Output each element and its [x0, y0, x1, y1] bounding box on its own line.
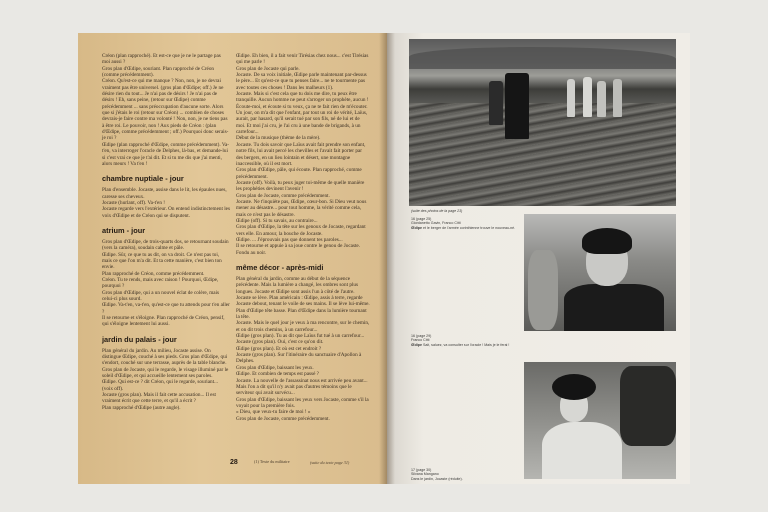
photo-caption: 17 (page 30) Silvana Mangano Dans le jardin, Jocaste (réduite). [411, 468, 463, 481]
film-still-field-photo [409, 39, 676, 206]
paragraph: Gros plan de Jocaste qui parle. [236, 65, 300, 72]
paragraph: Œdipe (off). Si tu savais, au contraire... [236, 217, 318, 224]
paragraph: « Dieu, que veux-tu faire de moi ! » [236, 409, 311, 416]
paragraph: Gros plan de Jocaste, comme précédemment. [236, 192, 330, 199]
magazine-spread [78, 33, 690, 484]
paragraph: Œdipe. Qui est-ce ? dit Créon, qui le regarde, souriant... (voix off). [102, 379, 218, 392]
paragraph: Jocaste (gros plan). Mais il fait cette accusation... Il est vraiment écrit que cette terre, et qu'il a écrit ? [102, 392, 216, 405]
paragraph: Œdipe. Sûr, ce que tu as dit, on va droit. Ce n'est pas toi, mais ce que l'on m'a dit. Et ta cette manière, c'est bien ton envie. [102, 251, 222, 271]
film-still-garden-photo [524, 362, 676, 479]
paragraph: Plan rapproché d'Œdipe (autre angle). [102, 404, 181, 411]
paragraph: Jocaste regarde vers l'extérieur. On entend indistinctement les voix d'Œdipe et de Créon qui se disputent. [102, 206, 230, 219]
paragraph: Jocaste (hurlant, off). Va-t'en ! [102, 199, 165, 206]
text-column-2 [236, 53, 370, 422]
photo-caption: 16 (page 25) Giordanetto Gavin, Franco Citti Œdipe et le berger de l'armée corinthienne trouve le nouveau-né. [411, 217, 516, 230]
page-gutter [379, 33, 395, 484]
paragraph: Gros plan d'Œdipe, la tête sur les genoux de Jocaste, regardant vers elle. En amour, la bouche de Jocaste. [236, 224, 366, 237]
paragraph: Gros plan d'Œdipe, qui a un nouvel éclat de colère, mais celui-ci plus sourd. [102, 289, 220, 302]
paragraph: Œdipe. ... J'éprouvais pas que donnent tes paroles... [236, 236, 343, 243]
paragraph: Œdipe. Et combien de temps est passé ? [236, 371, 319, 378]
paragraph: Créon. Tu te rends, mais avec raison ! Pourquoi, Œdipe, pourquoi ? [102, 276, 219, 290]
photo-caption: 16 (page 29) Franco Citti Œdipe Sait, saluez, va consulter sur l'oracle ! Mais je le ferai ! [411, 334, 510, 347]
photo-caption: (suite des photos de la page 23) [411, 209, 463, 213]
paragraph: Jocaste (off). Voilà, tu peux juger toi-même de quelle manière les prophéties devinent l'avenir ! [236, 179, 365, 193]
paragraph: Jocaste. Ne t'inquiète pas, Œdipe, cœur-bon. Si Dieu veut nous mener au désastre... pour tout homme, la vérité comme cela, mais ce n'est pas le désastre. [236, 198, 367, 218]
paragraph: Jocaste. La nouvelle de l'assassinat nous est arrivée peu avant... Mais l'on a dit qu'il n'y avait pas d'autres témoins que le serviteur qui avait survécu... [236, 377, 368, 397]
paragraph: Jocaste. Mais le quel jour je veux à ma rencontre, sur le chemin, et on dit trois chemins, à un carrefour... [236, 320, 370, 333]
film-still-portrait-photo [524, 214, 676, 331]
paragraph: Plan rapproché de Créon, comme précédemment. [102, 270, 205, 277]
paragraph: Jocaste (gros plan). Oui, c'est ce qu'on dit. [236, 339, 324, 346]
paragraph: Gros plan d'Œdipe, baissant les yeux vers Jocaste, comme s'il la voyait pour la première fois. [236, 396, 369, 409]
text-column-1 [102, 53, 230, 411]
paragraph: Jocaste (gros plan). Sur l'itinéraire du sanctuaire d'Apollon à Delphes. [236, 352, 362, 365]
paragraph: Gros plan d'Œdipe, de trois-quarts dos, se retournant soudain (vers la caméra), soudain calme et pâle. [102, 238, 229, 252]
section-heading: jardin du palais - jour [102, 334, 177, 344]
paragraph: Début de la musique (thème de la mère). [236, 135, 321, 142]
page-number: 28 [230, 459, 238, 466]
paragraph: Créon. Qu'est-ce qui me manque ? Non, non, je ne devrai vraiment pas être universel. (gros plan d'Œdipe; off.) Je ne désire rien du tout... Je n'ai pas de désirs ! Je n'ai pas de désirs ! Eh, sans peine, (retour sur Œdipe) comme précédemment ... sans préoccupation d'aucune sorte. Alors que si j'étais le roi (retour sur Créon) ... combien de choses devrais-je faire contre ma volonté ! Non, non, je ne tiens pas à être roi. Le pouvoir, non ! Aux pieds de Créon : (plan d'Œdipe, comme précédemment ; off.) Pourquoi donc serais-je roi ? [102, 78, 229, 142]
section-heading: même décor - après-midi [236, 263, 324, 272]
paragraph: Œdipe. Eh bien, il a fait venir Tirésias chez nous... c'est Tirésias qui me parle ! [236, 53, 369, 66]
paragraph: Gros plan de Jocaste, comme précédemment. [236, 415, 330, 422]
paragraph: Il se retourne et s'éloigne. Plan rapproché de Créon, pensif, qui s'éloigne lentement lui aussi. [102, 315, 225, 328]
paragraph: Jocaste. Mais si c'est cela que tu dois me dire, tu peux être tranquille. Aucun homme ne peut s'arroger un prophète, aucun ! Écoute-moi, et écoute si tu veux, ça ne te fait rien de m'écouter. Un jour, on m'a dit que l'enfant, par tout un roi de vérité, Laïus, aurait, par hasard, qu'il serait tué par son fils, né de lui et de moi. Et moi j'ai cru, je l'ai cru à une bande de brigands, à un carrefour... [236, 91, 369, 136]
paragraph: Jocaste. Tu dois savoir que Laïus avait fait prendre son enfant, notre fils, lui avait percé les chevilles et l'avait fait porter par des bergers, en un lieu lointain et désert, une montagne inaccessible, où il est mort. [236, 141, 366, 167]
paragraph: Plan général du jardin. Au milieu, Jocaste assise. On distingue Œdipe, couché à ses pieds. Gros plan d'Œdipe, qui s'endort, couché sur une terrasse, auprès de la table blanche. Gros plan de Jocaste, qui le regarde, le visage illuminé par le soleil d'Œdipe, et qui accueille lentement ses paroles. [102, 347, 229, 380]
paragraph: Œdipe (plan rapproché d'Œdipe, comme précédemment). Va-t'en, va interroger l'oracle de Delphes, là-bas, et demande-lui si c'est vrai ce que je t'ai dit. Et si tu me dis que j'ai menti, alors meurs ! Va t'en ! [102, 141, 230, 167]
right-page [387, 33, 690, 484]
section-heading: atrium - jour [102, 225, 146, 235]
footnote: (1) Texte du militaire [254, 459, 290, 464]
paragraph: Œdipe (gros plan). Et où est cet endroit ? [236, 345, 322, 352]
paragraph: Créon (plan rapproché). Et est-ce que je ne le partage pas moi aussi ? [102, 53, 221, 66]
paragraph: Gros plan d'Œdipe, souriant. Plan rapproché de Créon (comme précédemment). [102, 65, 215, 79]
paragraph: Plan général du jardin, comme au début de la séquence précédente. Mais la lumière a changé, les ombres sont plus longues. Jocaste et Œdipe sont assis l'un à côté de l'autre. Jocaste se lève. Plan américain : Œdipe, assis à terre, regarde Jocaste debout, tenant le voile de ses mains. Il se lève lui-même. Plan d'Œdipe tête basse. Plan d'Œdipe dans la lumière tournant la tête. [236, 276, 370, 321]
paragraph: Il se retourne et appuie à sa joue contre le genou de Jocaste. Fondu au noir. [236, 243, 361, 256]
paragraph: Œdipe. Va-t'en, va-t'en, qu'est-ce que tu attends pour t'en aller ? [102, 302, 230, 315]
continuation-note: (suite du texte page 31) [310, 460, 350, 465]
paragraph: Plan d'ensemble. Jocaste, assise dans le lit, les épaules nues, caresse ses cheveux. [102, 187, 227, 200]
paragraph: Œdipe (gros plan). Tu as dit que Laïus fut tué à un carrefour... [236, 333, 365, 340]
paragraph: Gros plan d'Œdipe, pâle, qui écoute. Plan rapproché, comme précédemment. [236, 167, 362, 180]
left-page [78, 33, 387, 484]
section-heading: chambre nuptiale - jour [102, 174, 184, 184]
paragraph: Jocaste. De sa voix initiale, Œdipe parle maintenant par-dessus le père... Et qu'est-ce que tu penses faire... ne te tourmente pas avec toutes ces choses ! Dans les malheurs (1). [236, 72, 367, 91]
paragraph: Gros plan d'Œdipe, baissant les yeux. [236, 364, 314, 371]
